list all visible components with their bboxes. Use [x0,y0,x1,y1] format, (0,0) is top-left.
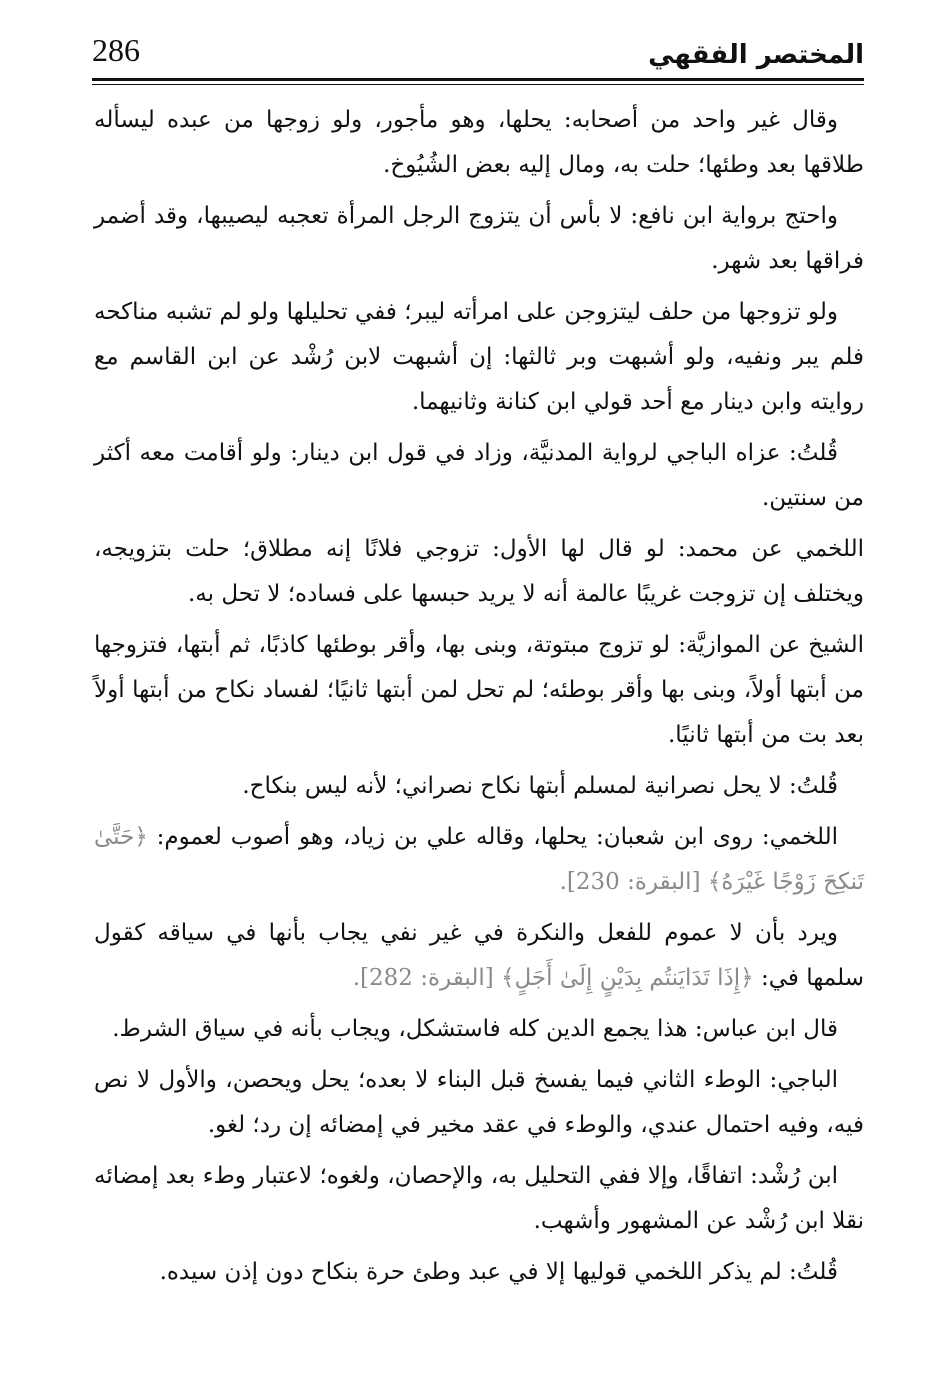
paragraph-11: الباجي: الوطء الثاني فيما يفسخ قبل البناء لا بعده؛ يحل ويحصن، والأول لا نص فيه، وفيه احتمال عندي، والوطء في عقد مخير في إمضائه إن رد؛ لغو. [94,1067,864,1138]
paragraph-6: الشيخ عن الموازيَّة: لو تزوج مبتوتة، وبنى بها، وأقر بوطئها كاذبًا، ثم أبتها، فتزوجها من أبتها أولاً، وبنى بها وأقر بوطئه؛ لم تحل لمن أبتها ثانيًا؛ لفساد نكاح من أبتها أولاً بعد بت من أبتها ثانيًا. [94,632,864,748]
paragraph-12: ابن رُشْد: اتفاقًا، وإلا ففي التحليل به، والإحصان، ولغوه؛ لاعتبار وطء بعد إمضائه نقلا ابن رُشْد عن المشهور وأشهب. [94,1163,864,1234]
page-number: 286 [92,32,140,68]
paragraph-13: قُلتُ: لم يذكر اللخمي قوليها إلا في عبد وطئ حرة بنكاح دون إذن سيده. [159,1259,838,1285]
paragraph-2: واحتج برواية ابن نافع: لا بأس أن يتزوج الرجل المرأة تعجبه ليصيبها، وقد أضمر فراقها بعد شهر. [94,203,864,274]
paragraph-3: ولو تزوجها من حلف ليتزوجن على امرأته ليبر؛ ففي تحليلها ولو لم تشبه مناكحه فلم يبر ونفيه، ولو أشبهت وبر ثالثها: إن أشبهت لابن رُشْد عن ابن القاسم مع روايته وابن دينار مع أحد قولي ابن كنانة وثانيهما. [94,299,864,415]
book-title: المختصر الفقهي [648,40,864,70]
quran-ref-1: [البقرة: 230]. [559,869,701,895]
quran-ref-2: [البقرة: 282]. [352,965,494,991]
page-header [92,28,864,84]
paragraph-5: اللخمي عن محمد: لو قال لها الأول: تزوجي فلانًا إنه مطلاق؛ حلت بتزويجه، ويختلف إن تزوجت غريبًا عالمة أنه لا يريد حبسها على فساده؛ لا تحل به. [94,536,864,607]
header-rule-thick [92,78,864,81]
paragraph-10: قال ابن عباس: هذا يجمع الدين كله فاستشكل، ويجاب بأنه في سياق الشرط. [112,1016,838,1042]
paragraph-9: ويرد بأن لا عموم للفعل والنكرة في غير نفي يجاب بأنها في سياقه كقول سلمها في: ﴿إِذَا تَدَايَنتُم بِدَيْنٍ إِلَىٰ أَجَلٍ﴾ [البقرة: 282]. [94,920,864,991]
paragraph-1: وقال غير واحد من أصحابه: يحلها، وهو مأجور، ولو زوجها من عبده ليسأله طلاقها بعد وطئها؛ حلت به، ومال إليه بعض الشُيُوخ. [94,107,864,178]
header-rule-thin [92,84,864,85]
page-body [94,98,864,1301]
paragraph-8: اللخمي: روى ابن شعبان: يحلها، وقاله علي بن زياد، وهو أصوب لعموم: ﴿حَتَّىٰ تَنكِحَ زَوْجًا غَيْرَهُ﴾ [البقرة: 230]. [94,824,864,895]
paragraph-4: قُلتُ: عزاه الباجي لرواية المدنيَّة، وزاد في قول ابن دينار: ولو أقامت معه أكثر من سنتين. [94,440,864,511]
quran-quote-1: ﴿حَتَّىٰ تَنكِحَ زَوْجًا غَيْرَهُ﴾ [94,824,864,895]
paragraph-7: قُلتُ: لا يحل نصرانية لمسلم أبتها نكاح نصراني؛ لأنه ليس بنكاح. [242,773,838,799]
quran-quote-2: ﴿إِذَا تَدَايَنتُم بِدَيْنٍ إِلَىٰ أَجَلٍ﴾ [501,965,754,991]
